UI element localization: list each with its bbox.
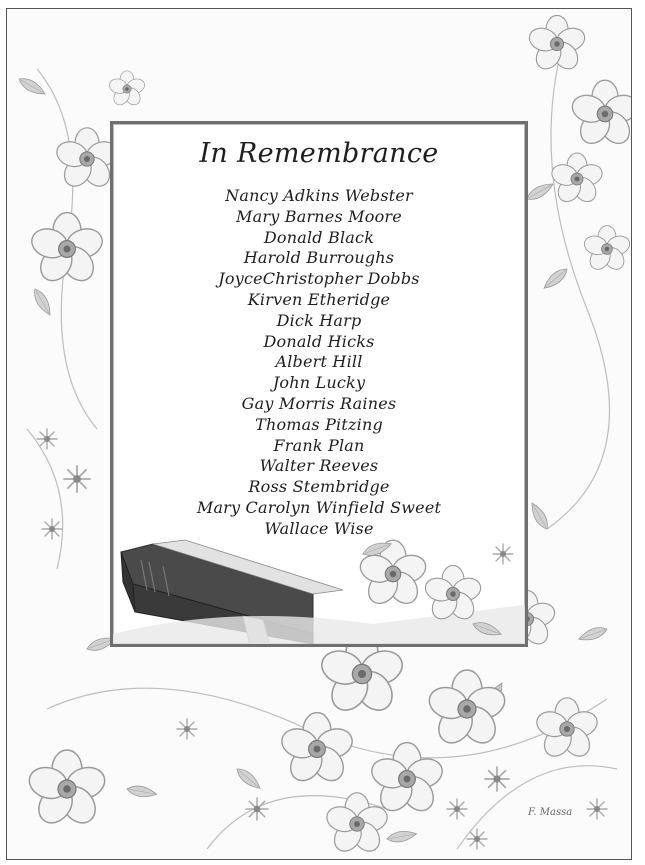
artist-signature: F. Massa [528,807,573,818]
list-item: Kirven Etheridge [247,289,391,309]
list-item: Dick Harp [276,310,362,330]
list-item: Gay Morris Raines [241,393,397,413]
page-title: In Remembrance [199,138,439,169]
list-item: Thomas Pitzing [255,414,383,434]
list-item: Albert Hill [275,352,363,372]
list-item: Mary Barnes Moore [236,206,402,226]
list-item: Donald Black [263,227,375,247]
remembrance-panel [110,121,528,647]
list-item: Walter Reeves [259,456,379,476]
page-border [6,8,632,860]
list-item: Frank Plan [273,435,365,455]
list-item: Nancy Adkins Webster [225,186,413,205]
list-item: Wallace Wise [264,518,374,538]
list-item: Mary Carolyn Winfield Sweet [196,497,442,517]
list-item: John Lucky [272,373,366,393]
list-item: Donald Hicks [263,331,375,351]
list-item: Harold Burroughs [243,248,395,268]
names-list [113,186,525,540]
list-item: Ross Stembridge [248,477,390,497]
list-item: JoyceChristopher Dobbs [218,269,420,289]
